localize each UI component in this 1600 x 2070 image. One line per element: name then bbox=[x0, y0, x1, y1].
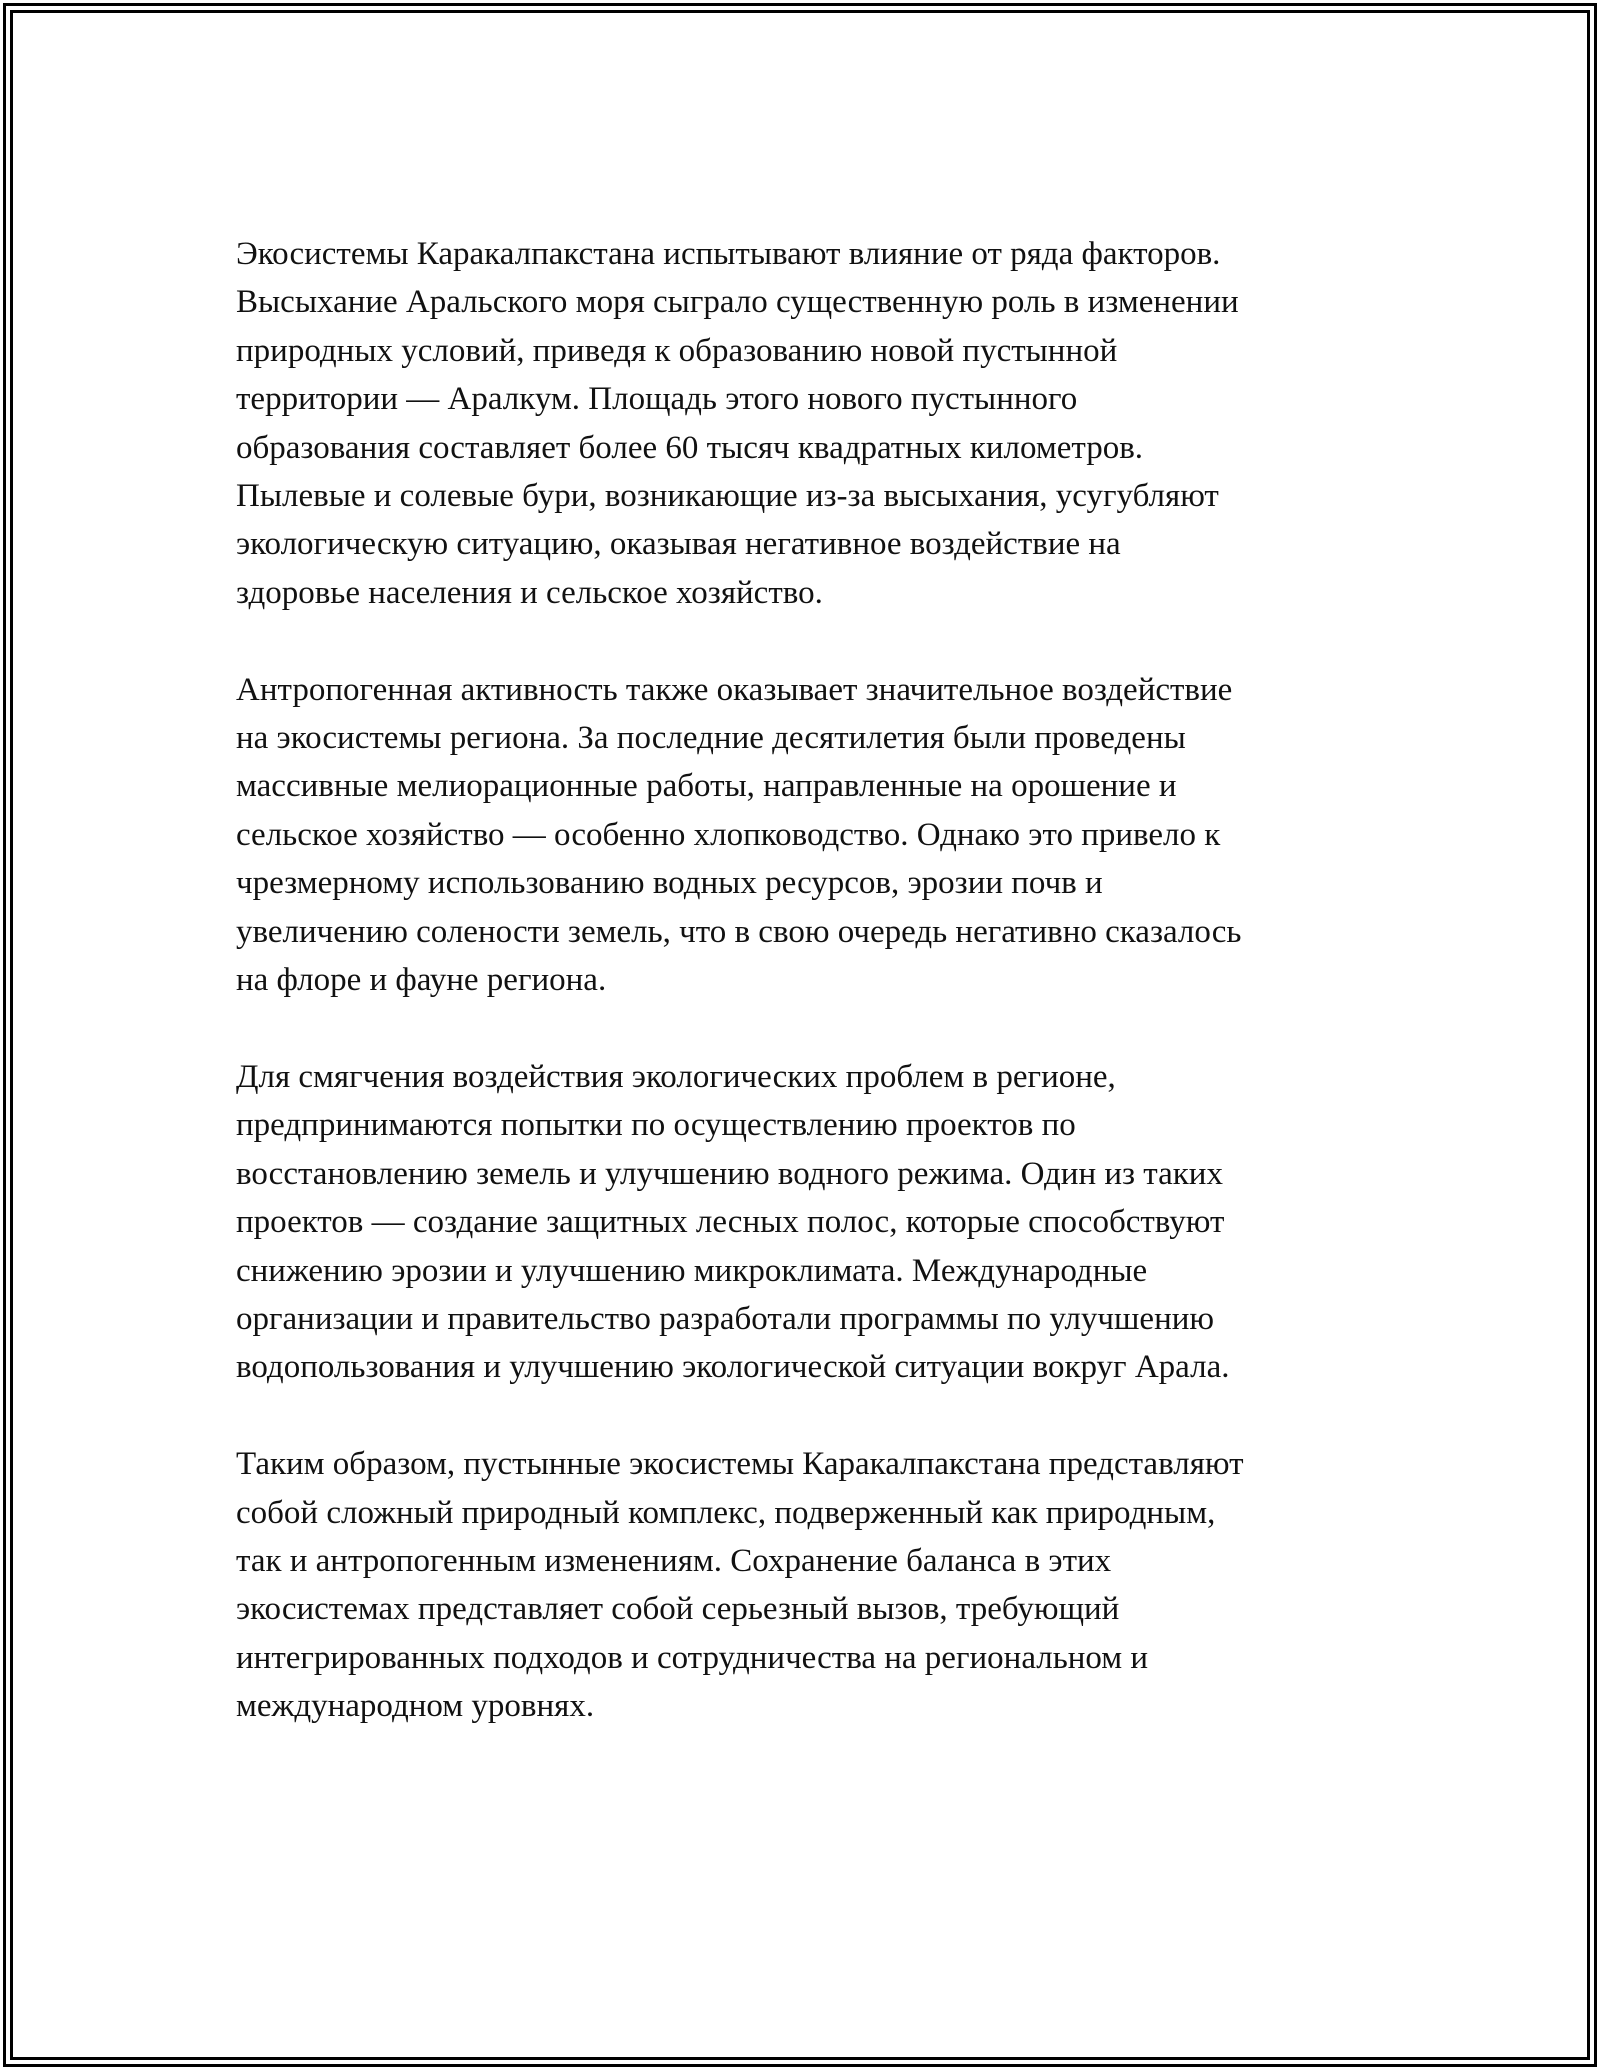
text-line: здоровье населения и сельское хозяйство. bbox=[236, 574, 823, 611]
text-line: природных условий, приведя к образованию новой пустынной bbox=[236, 332, 1118, 369]
paragraph-3 bbox=[236, 1053, 1366, 1392]
text-line: интегрированных подходов и сотрудничества на региональном и bbox=[236, 1639, 1149, 1676]
text-line: снижению эрозии и улучшению микроклимата. Международные bbox=[236, 1252, 1148, 1289]
text-line: экосистемах представляет собой серьезный вызов, требующий bbox=[236, 1591, 1120, 1628]
text-line: на флоре и фауне региона. bbox=[236, 962, 607, 999]
text-line: Пылевые и солевые бури, возникающие из-за высыхания, усугубляют bbox=[236, 478, 1219, 515]
text-line: образования составляет более 60 тысяч квадратных километров. bbox=[236, 429, 1144, 466]
text-line: международном уровнях. bbox=[236, 1688, 595, 1725]
text-line: массивные мелиорационные работы, направленные на орошение и bbox=[236, 768, 1177, 805]
text-line: Для смягчения воздействия экологических проблем в регионе, bbox=[236, 1058, 1116, 1095]
text-line: организации и правительство разработали программы по улучшению bbox=[236, 1300, 1215, 1337]
text-line: территории — Аралкум. Площадь этого нового пустынного bbox=[236, 381, 1078, 418]
text-line: сельское хозяйство — особенно хлопководство. Однако это привело к bbox=[236, 816, 1221, 853]
text-line: водопользования и улучшению экологической ситуации вокруг Арала. bbox=[236, 1349, 1230, 1386]
text-line: собой сложный природный комплекс, подверженный как природным, bbox=[236, 1494, 1216, 1531]
text-line: экологическую ситуацию, оказывая негативное воздействие на bbox=[236, 526, 1121, 563]
paragraph-1 bbox=[236, 230, 1366, 617]
text-line: Антропогенная активность также оказывает значительное воздействие bbox=[236, 671, 1233, 708]
text-line: увеличению солености земель, что в свою очередь негативно сказалось bbox=[236, 913, 1242, 950]
document-body bbox=[236, 230, 1366, 1731]
paragraph-2 bbox=[236, 666, 1366, 1005]
text-line: восстановлению земель и улучшению водного режима. Один из таких bbox=[236, 1155, 1223, 1192]
text-line: Высыхание Аральского моря сыграло существенную роль в изменении bbox=[236, 284, 1239, 321]
text-line: на экосистемы региона. За последние десятилетия были проведены bbox=[236, 720, 1186, 757]
text-line: Таким образом, пустынные экосистемы Каракалпакстана представляют bbox=[236, 1446, 1244, 1483]
text-line: предпринимаются попытки по осуществлению проектов по bbox=[236, 1107, 1076, 1144]
paragraph-4 bbox=[236, 1440, 1366, 1730]
text-line: Экосистемы Каракалпакстана испытывают влияние от ряда факторов. bbox=[236, 236, 1221, 272]
text-line: проектов — создание защитных лесных полос, которые способствуют bbox=[236, 1204, 1225, 1241]
text-line: так и антропогенным изменениям. Сохранение баланса в этих bbox=[236, 1542, 1112, 1579]
text-line: чрезмерному использованию водных ресурсов, эрозии почв и bbox=[236, 865, 1103, 902]
